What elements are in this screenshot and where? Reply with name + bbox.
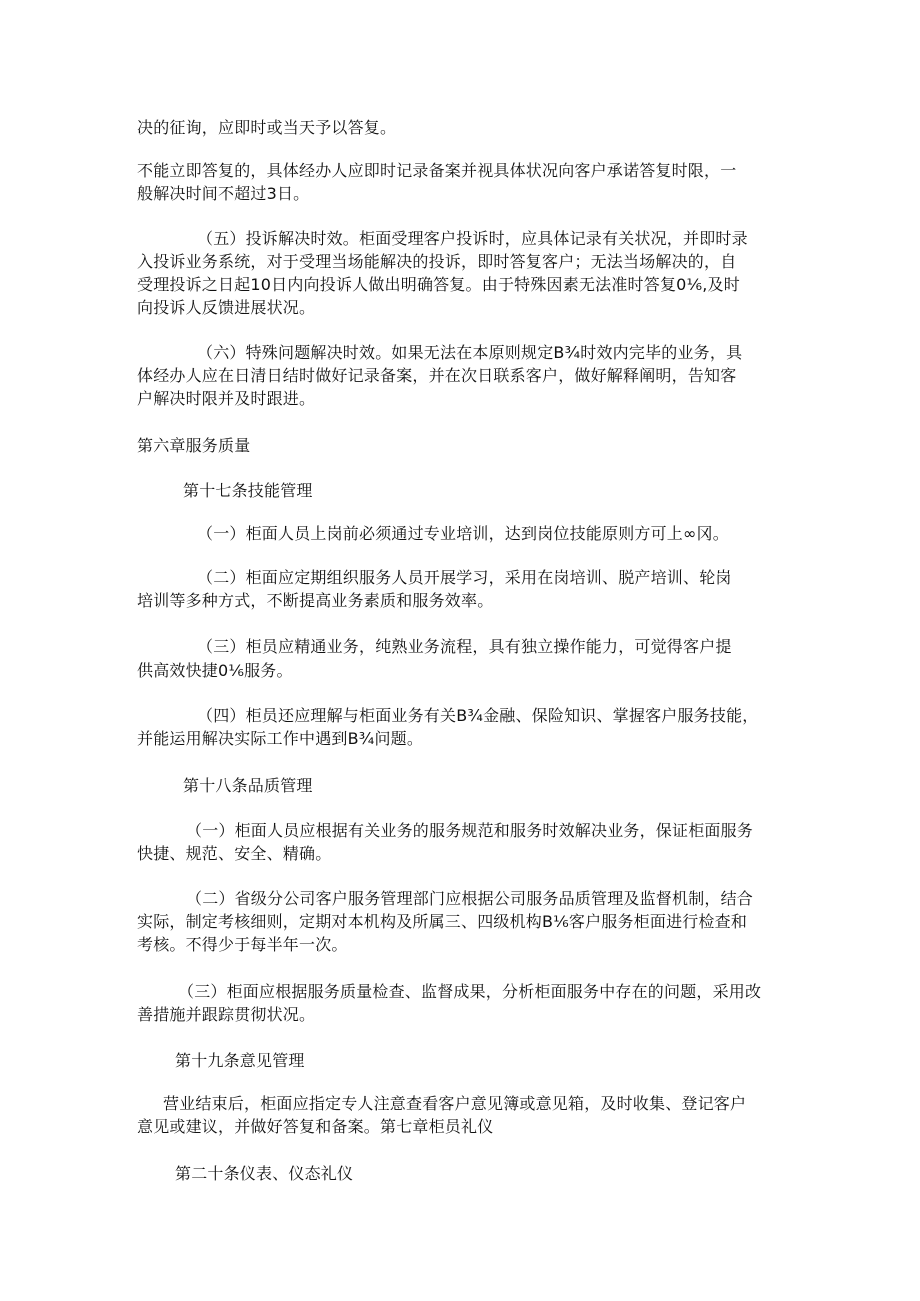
paragraph-line: （二）省级分公司客户服务管理部门应根据公司服务品质管理及监督机制，结合 [186,889,754,908]
paragraph-line: 受理投诉之日起10日内向投诉人做出明确答复。由于特殊因素无法准时答复0⅙,及时 [137,275,740,294]
paragraph-line: 营业结束后，柜面应指定专人注意查看客户意见簿或意见箱，及时收集、登记客户 [163,1094,747,1113]
paragraph-line: 考核。不得少于每半年一次。 [137,935,348,954]
article-heading: 第十七条技能管理 [183,481,313,500]
article-heading: 第二十条仪表、仪态礼仪 [175,1164,354,1183]
paragraph-line: 快捷、规范、安全、精确。 [137,844,332,863]
paragraph-line: 体经办人应在日清日结时做好记录备案，并在次日联系客户，做好解释阐明，告知客 [137,366,737,385]
paragraph-line: （一）柜面人员上岗前必须通过专业培训，达到岗位技能原则方可上∞冈。 [197,524,729,543]
paragraph-line: （一）柜面人员应根据有关业务的服务规范和服务时效解决业务，保证柜面服务 [186,821,754,840]
paragraph-line: （四）柜员还应理解与柜面业务有关B¾金融、保险知识、掌握客户服务技能， [197,706,759,725]
paragraph-line: 供高效快捷0⅙服务。 [137,661,293,680]
paragraph-line: 并能运用解决实际工作中遇到B¾问题。 [137,729,424,748]
paragraph-line: 般解决时间不超过3日。 [137,184,310,203]
paragraph-line: 培训等多种方式，不断提高业务素质和服务效率。 [137,591,494,610]
article-heading: 第十九条意见管理 [175,1051,305,1070]
paragraph-line: 实际，制定考核细则，定期对本机构及所属三、四级机构B⅙客户服务柜面进行检查和 [137,912,748,931]
paragraph-line: （三）柜员应精通业务，纯熟业务流程，具有独立操作能力，可觉得客户提 [197,637,732,656]
paragraph-line: 意见或建议，并做好答复和备案。第七章柜员礼仪 [137,1117,494,1136]
paragraph-line: 户解决时限并及时跟进。 [137,389,316,408]
paragraph-line: 入投诉业务系统，对于受理当场能解决的投诉，即时答复客户；无法当场解决的，自 [137,252,737,271]
paragraph-line: 不能立即答复的，具体经办人应即时记录备案并视具体状况向客户承诺答复时限，一 [137,161,737,180]
paragraph-line: 善措施并跟踪贯彻状况。 [137,1005,316,1024]
paragraph-line: 决的征询，应即时或当天予以答复。 [137,118,397,137]
chapter-heading: 第六章服务质量 [137,436,251,455]
paragraph-line: （六）特殊问题解决时效。如果无法在本原则规定B¾时效内完毕的业务，具 [197,343,743,362]
paragraph-line: （三）柜面应根据服务质量检查、监督成果，分析柜面服务中存在的问题，采用改 [178,982,762,1001]
paragraph-line: （二）柜面应定期组织服务人员开展学习，采用在岗培训、脱产培训、轮岗 [197,568,732,587]
paragraph-line: 向投诉人反馈进展状况。 [137,298,316,317]
paragraph-line: （五）投诉解决时效。柜面受理客户投诉时，应具体记录有关状况，并即时录 [197,229,748,248]
article-heading: 第十八条品质管理 [183,776,313,795]
